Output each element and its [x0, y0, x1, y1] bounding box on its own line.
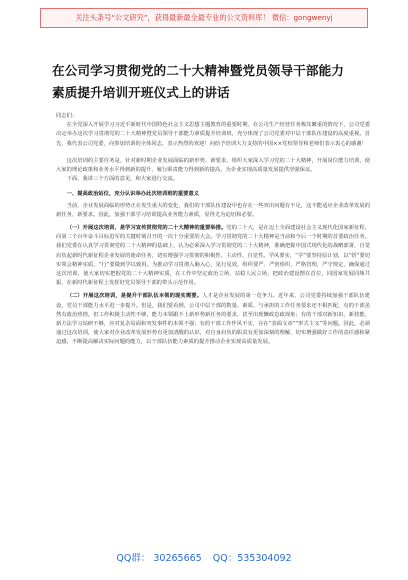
subsection-paragraph [56, 292, 370, 347]
subsection-heading: （一）开展这次培训，是学习宣传贯彻党的二十大精神的重要举措。 [66, 225, 227, 232]
paragraph: 下面，我讲三个方面的意见，和大家进行交流。 [66, 176, 178, 183]
subsection-heading: （二）开展这次培训，是提升干部队伍本领的现实需要。 [66, 293, 203, 300]
document-title [52, 60, 372, 104]
document-body [56, 112, 370, 348]
title-line-1: 在公司学习贯彻党的二十大精神暨党员领导干部能力 [52, 63, 344, 78]
promo-banner: 关注头条号“公文研究”，获得最新最全最专业的公文资料库！ 微信：gongwenyj [40, 8, 368, 28]
footer-qq: QQ：535304092 [212, 553, 292, 564]
paragraph: 当前，企业发展面临的形势正在发生重大的变化，我们的干部队伍建设中也存在一些突出问题有不足，这不能适应企业改革发展的新任务、新要求。因此，加强干部学习培训提高业务能力素质，显得尤为迫切和必要。 [56, 202, 370, 218]
section-heading: 一、提高政治站位，充分认识举办此次培训班的重要意义 [66, 191, 200, 198]
subsection-paragraph [56, 224, 370, 288]
greeting: 同志们： [56, 113, 78, 119]
footer-contact [0, 550, 408, 564]
footer-qq-group: QQ群： 30265665 [116, 553, 202, 564]
subsection-body: 人才是企业发展的第一竞争力。近年来，公司党委持续加强干部队伍建设，党员干部能力水平进一步提升。但是，我们要看到，公司中层干部的数量、素质、与承担的工作任务要求还不相匹配，有的干部虽然有政治热情，但工作积极主动性不够，能力本领跟不上新形势新任务的要求，甚至出现懒政怠政现象；有的干部对新知识、新技能、新方法学习钻研不够，应对复杂局面和突发事件的本领不强；有的干部工作作风不实，存在“表面文章”“形式主义”等问题。因此，必须通过这次培训，使大家对企业改革发展形势有更加清醒的认识，对自身肩负的职责有更加深刻的理解，切实增强做好工作的责任感和紧迫感，不断提高解决实际问题的能力，以干部队伍能力素质的提升推动企业实现高质量发展。 [56, 293, 370, 346]
subsection-body: 党的二十大，是在迈上全面建设社会主义现代化国家新征程，向第二个百年奋斗目标进军的关键时刻召开的一次十分重要的大会。学习贯彻党的二十大精神是当前和今后一个时期的首要政治任务。我们党委在认真学习贯彻党的二十大精神的基础上，认为必须深入学习贯彻党的二十大精神，准确把握中国式现代化的战略部署，自觉肩负起新时代新征程企业发展的使命任务，切实增强学习贯彻的积极性、主动性、自觉性。学风要实，“学”要坚持原计划，以“悟”要切实领会精神实质，“行”要做到学以致用。为推动学习贯彻入脑入心，见行见效，组织要严、严密组织，严格管理，严守规定，确保通过这次培训，使大家切实把握党的二十大精神实质，在工作中坚定政治立场、站稳人民立场，把政治建设摆在首位，同国家发展同频共振，在新时代新征程上发挥好党员领导干部的带头示范作用。 [56, 225, 370, 287]
title-line-2: 素质提升培训开班仪式上的讲话 [52, 85, 230, 100]
paragraph: 这次培训的主要任务是，针对新时期企业发展面临的新形势、新要求，组织大家深入学习党的二十大精神，开展岗位能力培训，使大家的理论政策和业务水平得到新的提升、履行职责能力得到新的提高，为企业实现高质量发展提供坚强保证。 [56, 157, 370, 174]
paragraph: 在全党深入开展学习习近平新时代中国特色社会主义思想主题教育的重要时期，在公司生产经营任务极其繁重的情况下，公司党委决定举办这次学习贯彻党的二十大精神暨党员领导干部能力素质提升培训班，充分体现了公司党委对中层干部队伍建设的高度重视。首先，我代表公司党委，向参加培训的全体同志，表示热烈的欢迎！向给予培训大力支持的中国××党校领导和老师们表示衷心的感谢！ [56, 122, 370, 147]
